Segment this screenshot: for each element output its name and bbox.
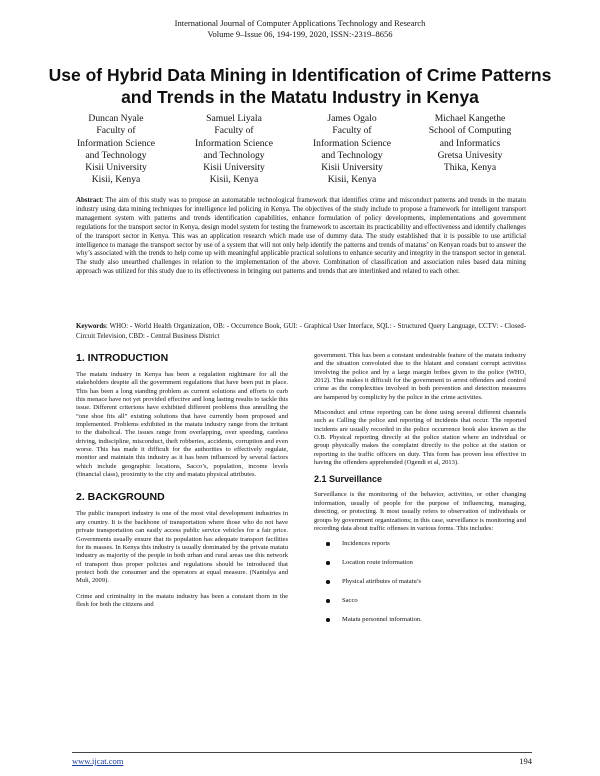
author-name: James Ogalo bbox=[327, 113, 377, 124]
list-item-text: Sacco bbox=[342, 597, 358, 605]
abstract-label: Abstract bbox=[76, 197, 102, 204]
journal-header bbox=[0, 18, 600, 40]
author-affiliation-line: Kisii University bbox=[203, 162, 265, 174]
author-affiliation-line: Kisii, Kenya bbox=[209, 174, 259, 186]
bullet-icon bbox=[326, 580, 330, 584]
author-affiliation-line: and Technology bbox=[85, 149, 147, 161]
author-block bbox=[58, 113, 558, 193]
author-affiliation-line: and Technology bbox=[203, 149, 265, 161]
section-heading-introduction: 1. INTRODUCTION bbox=[76, 352, 169, 364]
list-item bbox=[326, 616, 526, 624]
author-affiliation-line: Information Science bbox=[76, 137, 156, 149]
background-paragraph: The public transport industry is one of the most vital development industries in any country. It is the backbone of transportation where those who do not have private transportation can easily access public service vehicles for a fair price. Governments usually ensure that its population has adequate transport facilities for its masses. In Kenya this industry is usually dominated by the private matatu industry as majority of the people in both urban and rural areas use this network of transport thus proper policies and regulations should be introduced that protect both the consumer and the operators at equal measure. (Nantulya and Muli, 2009). bbox=[76, 510, 288, 585]
list-item-text: Location route information bbox=[342, 559, 413, 567]
list-item bbox=[326, 597, 526, 605]
bullet-icon bbox=[326, 599, 330, 603]
paper-title: Use of Hybrid Data Mining in Identification of Crime Patterns and Trends in the Matatu Industry in Kenya bbox=[48, 65, 552, 107]
list-item-text: Incidences reports bbox=[342, 540, 390, 548]
surveillance-list bbox=[314, 540, 526, 624]
journal-volume: Volume 9–Issue 06, 194-199, 2020, ISSN:-2319–8656 bbox=[207, 29, 393, 39]
bullet-icon bbox=[326, 542, 330, 546]
author-affiliation-line: Faculty of bbox=[214, 125, 254, 137]
author-affiliation-line: Gretsa Univesity bbox=[437, 149, 503, 161]
right-column bbox=[314, 352, 526, 635]
author-affiliation-line: Kisii University bbox=[321, 162, 383, 174]
introduction-paragraph: The matatu industry in Kenya has been a regulation nightmare for all the stakeholders despite all the government regulations that have been put in place. This has been a long standing problem as current solutions and efforts to curb this menace have not yet provided effective and long lasting results to tackle this issue. Different criterions have exhibited different problems thus annulling the “one shoe fits all” existing solutions that have currently been proposed and implemented. Problems exhibited in the matatu industry range from the irritant to the diabolical. The issues range from overlapping, over speeding, careless driving, indiscipline, misconduct, theft robberies, accidents, corruption and even worse. This has made it difficult for the authorities to effectively regulate, monitor and maintain this industry as it has been influenced by several factors which include geographic locations, Sacco’s, population, income levels (financial class), proximity to the city and matatu physical attributes. bbox=[76, 371, 288, 479]
author-3 bbox=[294, 113, 410, 187]
author-affiliation-line: Faculty of bbox=[332, 125, 372, 137]
bullet-icon bbox=[326, 618, 330, 622]
body-paragraph: government. This has been a constant undesirable feature of the matatu industry and the situation convoluted due to the blatant and constant corrupt activities involving the police and by a large margin bribes given to the police (WHO, 2012). This makes it difficult for the government to arrest offenders and control crime as the complexities involved in both prevention and detection measures are hampered by complicity by the police in the crime activities. bbox=[314, 352, 526, 401]
author-affiliation-line: Kisii University bbox=[85, 162, 147, 174]
author-affiliation-line: School of Computing bbox=[428, 125, 512, 137]
author-affiliation-line: and Technology bbox=[321, 149, 383, 161]
list-item bbox=[326, 540, 526, 548]
list-item bbox=[326, 559, 526, 567]
left-column bbox=[76, 352, 288, 616]
journal-name: International Journal of Computer Applications Technology and Research bbox=[174, 18, 426, 28]
author-name: Samuel Liyala bbox=[206, 113, 262, 124]
abstract-text: : The aim of this study was to propose an automatable technological framework that identifies crime and misconduct patterns and trends in the matatu industry using data mining techniques for intelligence led policing in Kenya. The objectives of the study include to propose a framework for intelligent transport management system with patterns and trends identification capabilities, enhance formulation of policy developments, implementations and government regulations for the transport sector in Kenya, design model system for testing the framework to ascertain its practicability and effectiveness and identify challenges of the transport sector in Kenya. This was an application research which made use of dummy data. The study established that it is possible to use artificial intelligence to manage the transport sector by use of a system that will not only help identify the patterns and trends of matatus’ on Kenyan roads but to answer the why’s associated with the trends to help come up with meaningful applicable practical solutions to enhance security and integrity in the transport sector in general. The study also unearthed challenges in relation to the implementation of the above. Combination of classification and association rules based data mining approach was utilized for this study due to its effectiveness in bringing out patterns and trends that are interlinked and related to each other. bbox=[76, 197, 526, 276]
author-4 bbox=[412, 113, 528, 174]
section-heading-background: 2. BACKGROUND bbox=[76, 491, 165, 504]
keywords-label: Keywords bbox=[76, 323, 106, 330]
body-paragraph: Misconduct and crime reporting can be done using several different channels such as Calling the police and reporting of incidents that occur. The reported incidents are usually recorded in the police occurrence book also known as the O.B. Physical reporting directly at the police station where an individual or group physically makes the complaint directly to the police at the station or reporting to the traffic officers on duty. This form has proven less effective in having the offenders apprehended (Ogendi et al, 2013). bbox=[314, 409, 526, 467]
bullet-icon bbox=[326, 561, 330, 565]
list-item-text: Matatu personnel information. bbox=[342, 616, 422, 624]
author-2 bbox=[176, 113, 292, 187]
section-heading-surveillance: 2.1 Surveillance bbox=[314, 474, 383, 485]
list-item bbox=[326, 578, 526, 586]
surveillance-paragraph: Surveillance is the monitoring of the behavior, activities, or other changing information, usually of people for the purpose of influencing, managing, directing, or protecting. It most usually refers to observation of individuals or groups by government organizations; in this case, surveillance is monitoring and recording data about traffic offenses in various forms. This includes: bbox=[314, 491, 526, 532]
author-affiliation-line: Kisii, Kenya bbox=[91, 174, 141, 186]
background-paragraph: Crime and criminality in the matatu industry has been a constant thorn in the flesh for both the citizens and bbox=[76, 592, 288, 608]
keywords-text: : WHO: - World Health Organization, OB: - Occurrence Book, GUI: - Graphical User Interface, SQL: - Structured Query Language, CCTV: - Closed-Circuit Television, CBD: - Central Business District bbox=[76, 323, 526, 340]
abstract bbox=[76, 197, 526, 277]
page-number: 194 bbox=[519, 756, 532, 766]
footer-divider bbox=[72, 752, 532, 753]
author-affiliation-line: Faculty of bbox=[96, 125, 136, 137]
author-affiliation-line: Information Science bbox=[194, 137, 274, 149]
journal-website-link[interactable]: www.ijcat.com bbox=[72, 756, 124, 766]
author-name: Duncan Nyale bbox=[88, 113, 144, 124]
author-name: Michael Kangethe bbox=[434, 113, 506, 124]
author-affiliation-line: Information Science bbox=[312, 137, 392, 149]
list-item-text: Physical attributes of matatu’s bbox=[342, 578, 422, 586]
author-affiliation-line: Kisii, Kenya bbox=[327, 174, 377, 186]
author-1 bbox=[58, 113, 174, 187]
author-affiliation-line: and Informatics bbox=[439, 137, 501, 149]
author-affiliation-line: Thika, Kenya bbox=[443, 162, 497, 174]
keywords bbox=[76, 322, 526, 342]
